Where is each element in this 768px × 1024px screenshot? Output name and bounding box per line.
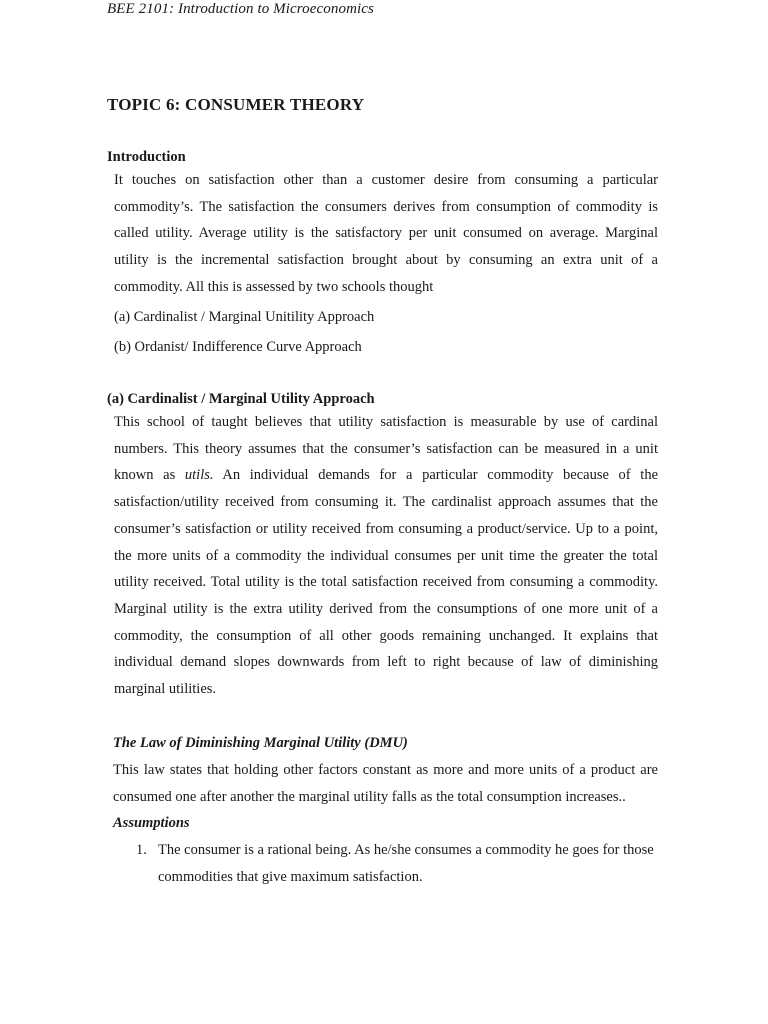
assumptions-heading: Assumptions — [113, 815, 190, 831]
utils-term: utils. — [184, 467, 214, 484]
assumption-text: The consumer is a rational being. As he/she consumes a commodity he goes for those commodities that give maximum satisfaction. — [158, 842, 654, 885]
introduction-paragraph: It touches on satisfaction other than a customer desire from consuming a particular commodity’s. The satisfaction the consumers derives from consumption of commodity is called utility. Average utility is the satisfactory per unit consumed on average. Marginal utility is the incremental satisfaction brought about by consuming an extra unit of a commodity. All this is assessed by two schools thought — [114, 172, 658, 295]
cardinalist-text-before: This school of taught believes that utility satisfaction is measurable by use of cardinal numbers. This theory assumes that the consumer’s satisfaction can be measured in a unit known as — [114, 414, 658, 484]
assumption-item — [136, 837, 658, 891]
topic-title: TOPIC 6: CONSUMER THEORY — [107, 95, 365, 114]
introduction-heading: Introduction — [107, 149, 186, 165]
cardinalist-text-after: An individual demands for a particular commodity because of the satisfaction/utility received from consuming it. The cardinalist approach assumes that the consumer’s satisfaction or utility received from consuming a product/service. Up to a point, the more units of a commodity the individual consumes per unit time the greater the total utility received. Total utility is the total satisfaction received from consuming a commodity. Marginal utility is the extra utility derived from the consumptions of one more unit of a commodity, the consumption of all other goods remaining unchanged. It explains that individual demand slopes downwards from left to right because of law of diminishing marginal utilities. — [114, 467, 659, 698]
cardinalist-paragraph — [114, 409, 658, 703]
cardinalist-heading: (a) Cardinalist / Marginal Utility Approach — [107, 391, 375, 407]
running-header: BEE 2101: Introduction to Microeconomics — [107, 1, 374, 17]
dmu-paragraph: This law states that holding other factors constant as more and more units of a product are consumed one after another the marginal utility falls as the total consumption increases.. — [113, 762, 658, 805]
approach-a-line: (a) Cardinalist / Marginal Unitility Approach — [114, 309, 375, 325]
approach-b-line: (b) Ordanist/ Indifference Curve Approach — [114, 339, 362, 355]
dmu-heading: The Law of Diminishing Marginal Utility (DMU) — [113, 735, 408, 751]
assumption-number: 1. — [136, 842, 147, 858]
